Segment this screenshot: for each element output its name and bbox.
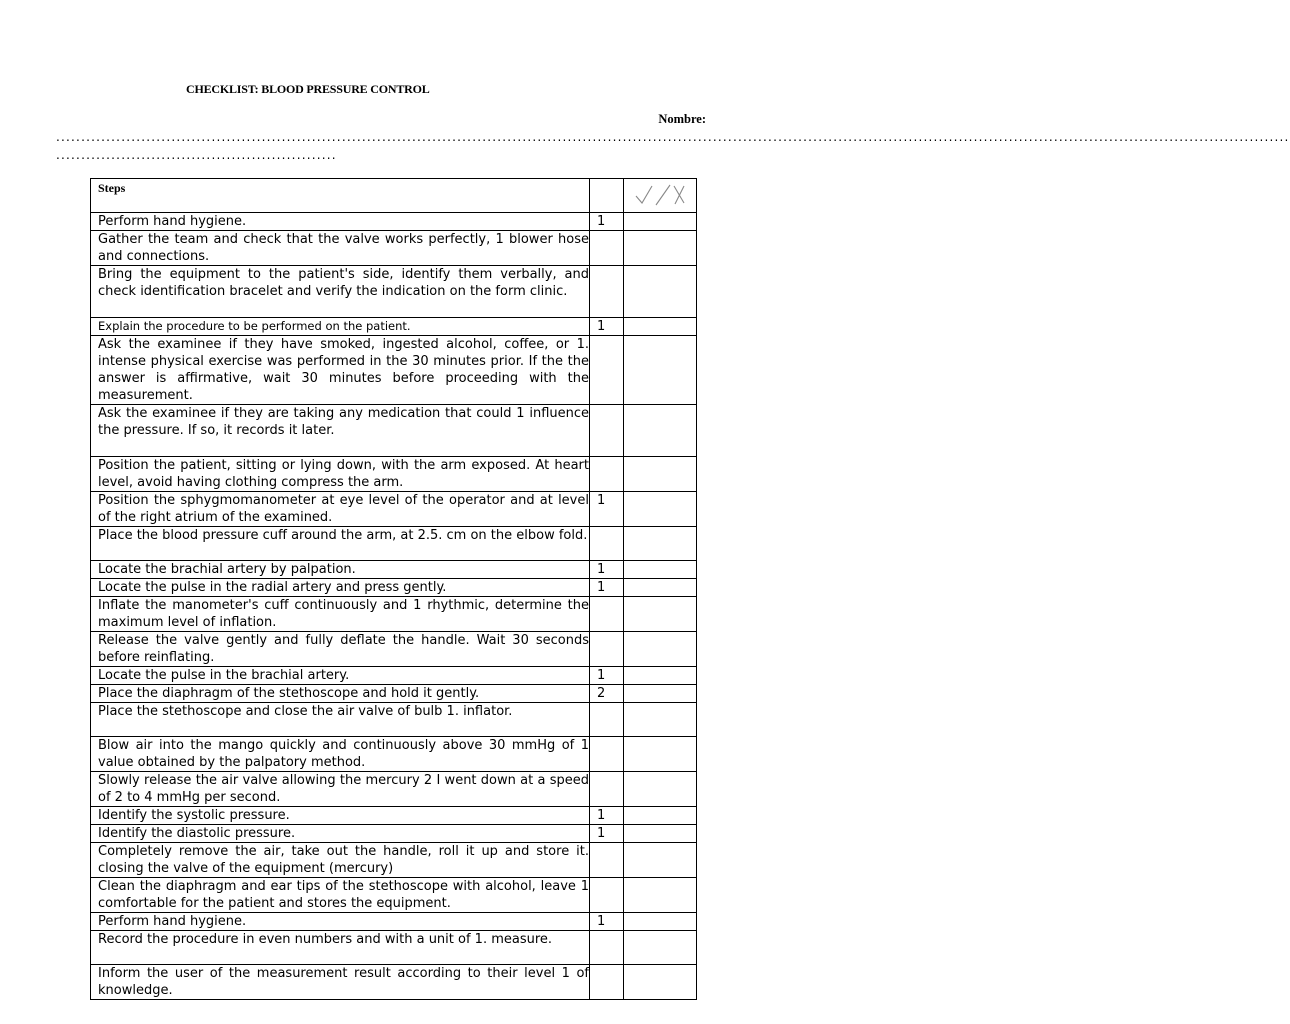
mark-cell[interactable] [624, 579, 697, 597]
mark-cell[interactable] [624, 825, 697, 843]
mark-cell[interactable] [624, 878, 697, 913]
table-row [91, 336, 697, 405]
table-row [91, 527, 697, 561]
step-text: Release the valve gently and fully deflate the handle. Wait 30 seconds before reinflating. [91, 632, 590, 667]
step-text: Slowly release the air valve allowing the mercury 2 I went down at a speed of 2 to 4 mmHg per second. [91, 772, 590, 807]
points-cell: 1 [590, 667, 624, 685]
points-cell: 1 [590, 492, 624, 527]
table-row [91, 913, 697, 931]
step-text: Locate the pulse in the brachial artery. [91, 667, 590, 685]
mark-cell[interactable] [624, 266, 697, 318]
table-row [91, 561, 697, 579]
mark-cell[interactable] [624, 931, 697, 965]
mark-cell[interactable] [624, 807, 697, 825]
step-text: Place the diaphragm of the stethoscope and hold it gently. [91, 685, 590, 703]
mark-cell[interactable] [624, 561, 697, 579]
points-cell: 1 [590, 807, 624, 825]
table-row [91, 965, 697, 1000]
points-cell [590, 965, 624, 1000]
mark-cell[interactable] [624, 703, 697, 737]
step-text: Gather the team and check that the valve works perfectly, 1 blower hose and connections. [91, 231, 590, 266]
name-dotted-line: ...................................................................................................................................................................................................................................................... [56, 130, 1290, 144]
step-text: Identify the systolic pressure. [91, 807, 590, 825]
steps-header-cell [91, 179, 590, 213]
table-row [91, 843, 697, 878]
mark-cell[interactable] [624, 405, 697, 457]
points-cell [590, 266, 624, 318]
points-cell: 1 [590, 579, 624, 597]
table-row [91, 405, 697, 457]
step-text: Bring the equipment to the patient's side, identify them verbally, and check identification bracelet and verify the indication on the form clinic. [91, 266, 590, 318]
table-row [91, 737, 697, 772]
step-text: Ask the examinee if they are taking any medication that could 1 influence the pressure. If so, it records it later. [91, 405, 590, 457]
points-cell [590, 405, 624, 457]
mark-cell[interactable] [624, 667, 697, 685]
mark-cell[interactable] [624, 737, 697, 772]
table-row [91, 931, 697, 965]
mark-cell[interactable] [624, 772, 697, 807]
points-cell: 2 [590, 685, 624, 703]
points-cell [590, 527, 624, 561]
points-cell [590, 878, 624, 913]
points-cell [590, 737, 624, 772]
steps-header: Steps [98, 181, 126, 195]
points-cell: 1 [590, 561, 624, 579]
mark-cell[interactable] [624, 527, 697, 561]
table-row [91, 231, 697, 266]
step-text: Inform the user of the measurement result according to their level 1 of knowledge. [91, 965, 590, 1000]
points-cell [590, 457, 624, 492]
step-text: Perform hand hygiene. [91, 213, 590, 231]
table-row [91, 772, 697, 807]
check-slash-x-icon [632, 181, 688, 209]
table-header-row [91, 179, 697, 213]
document-title: CHECKLIST: BLOOD PRESSURE CONTROL [186, 82, 430, 96]
table-row [91, 825, 697, 843]
table-row [91, 597, 697, 632]
step-text: Place the blood pressure cuff around the arm, at 2.5. cm on the elbow fold. [91, 527, 590, 561]
mark-cell[interactable] [624, 843, 697, 878]
step-text: Clean the diaphragm and ear tips of the stethoscope with alcohol, leave 1 comfortable for the patient and stores the equipment. [91, 878, 590, 913]
step-text: Position the sphygmomanometer at eye level of the operator and at level of the right atrium of the examined. [91, 492, 590, 527]
step-text: Perform hand hygiene. [91, 913, 590, 931]
points-header-cell [590, 179, 624, 213]
mark-cell[interactable] [624, 457, 697, 492]
step-text: Blow air into the mango quickly and continuously above 30 mmHg of 1 value obtained by the palpatory method. [91, 737, 590, 772]
step-text: Locate the brachial artery by palpation. [91, 561, 590, 579]
table-row [91, 807, 697, 825]
table-row [91, 266, 697, 318]
mark-cell[interactable] [624, 597, 697, 632]
table-row [91, 878, 697, 913]
points-cell [590, 336, 624, 405]
name-dotted-line-continuation: ........................................................ [56, 148, 337, 162]
step-text: Inflate the manometer's cuff continuously and 1 rhythmic, determine the maximum level of inflation. [91, 597, 590, 632]
points-cell: 1 [590, 318, 624, 336]
points-cell [590, 597, 624, 632]
points-cell [590, 703, 624, 737]
checklist-table [90, 178, 697, 1000]
table-row [91, 318, 697, 336]
points-cell [590, 231, 624, 266]
name-label: Nombre: [658, 112, 706, 126]
points-cell: 1 [590, 913, 624, 931]
points-cell: 1 [590, 825, 624, 843]
points-cell [590, 931, 624, 965]
table-row [91, 579, 697, 597]
table-row [91, 492, 697, 527]
points-cell [590, 632, 624, 667]
mark-cell[interactable] [624, 965, 697, 1000]
points-cell [590, 772, 624, 807]
mark-cell[interactable] [624, 318, 697, 336]
step-text: Place the stethoscope and close the air valve of bulb 1. inflator. [91, 703, 590, 737]
points-cell: 1 [590, 213, 624, 231]
table-row [91, 703, 697, 737]
step-text: Record the procedure in even numbers and with a unit of 1. measure. [91, 931, 590, 965]
step-text: Explain the procedure to be performed on the patient. [91, 318, 590, 336]
mark-cell[interactable] [624, 231, 697, 266]
step-text: Completely remove the air, take out the handle, roll it up and store it. closing the valve of the equipment (mercury) [91, 843, 590, 878]
step-text: Identify the diastolic pressure. [91, 825, 590, 843]
table-row [91, 457, 697, 492]
mark-cell[interactable] [624, 913, 697, 931]
step-text: Ask the examinee if they have smoked, ingested alcohol, coffee, or 1. intense physical exercise was performed in the 30 minutes prior. If the the answer is affirmative, wait 30 minutes before proceeding with the measurement. [91, 336, 590, 405]
mark-cell[interactable] [624, 492, 697, 527]
step-text: Position the patient, sitting or lying down, with the arm exposed. At heart level, avoid having clothing compress the arm. [91, 457, 590, 492]
table-row [91, 213, 697, 231]
mark-header-cell [624, 179, 697, 213]
table-row [91, 667, 697, 685]
table-row [91, 685, 697, 703]
mark-cell[interactable] [624, 685, 697, 703]
table-row [91, 632, 697, 667]
points-cell [590, 843, 624, 878]
mark-cell[interactable] [624, 213, 697, 231]
step-text: Locate the pulse in the radial artery and press gently. [91, 579, 590, 597]
mark-cell[interactable] [624, 632, 697, 667]
mark-cell[interactable] [624, 336, 697, 405]
